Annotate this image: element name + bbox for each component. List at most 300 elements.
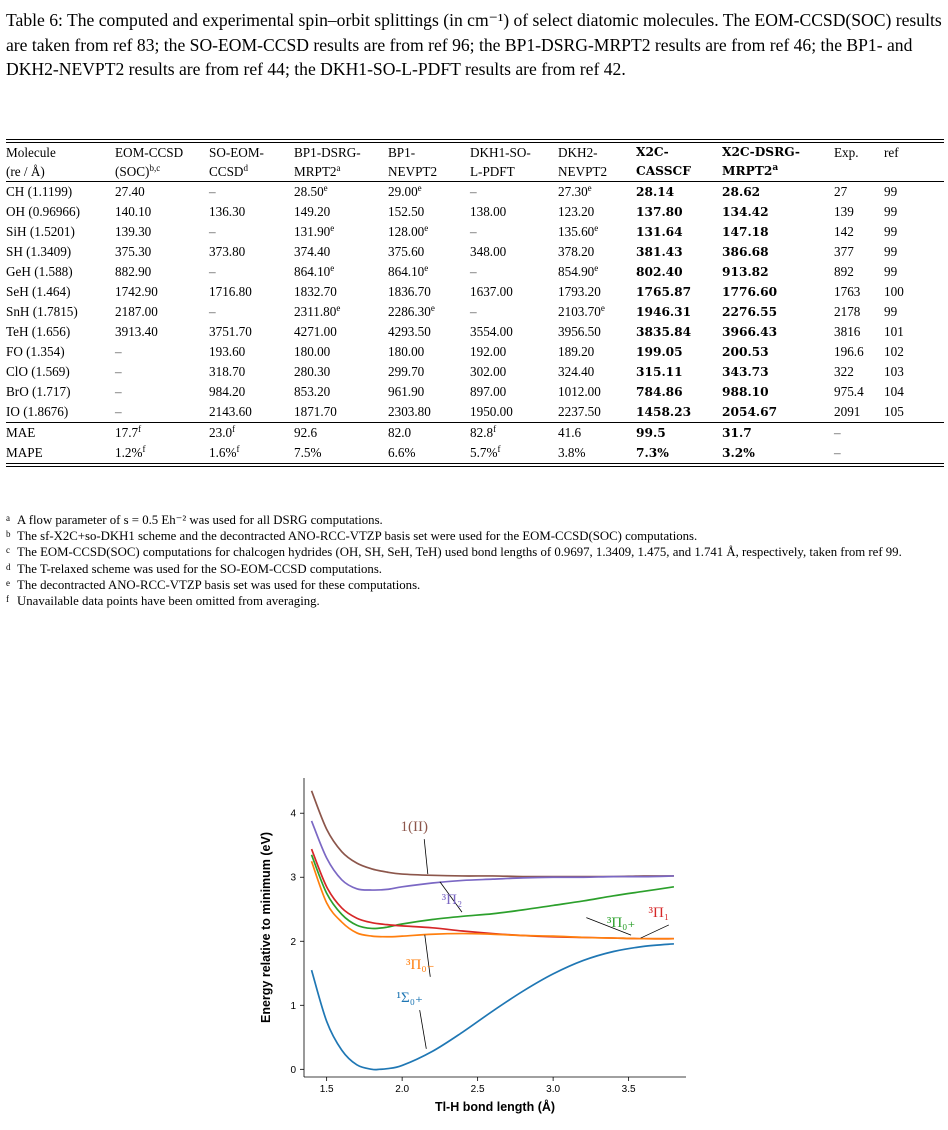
table-cell (294, 423, 388, 444)
table-cell (115, 242, 209, 262)
table-cell-text: 135.60 (558, 224, 595, 239)
header-cell-text: BP1- (388, 145, 416, 160)
table-cell (884, 222, 944, 242)
table-cell (388, 242, 470, 262)
table-cell-text: 152.50 (388, 204, 425, 219)
table-cell-text: 123.20 (558, 204, 595, 219)
table-cell-text: 82.8 (470, 425, 494, 440)
table-cell-footnote-mark: e (600, 303, 605, 313)
table-cell-text: 1765.87 (636, 285, 692, 299)
series-line-5 (312, 944, 674, 1070)
table-cell-text: 23.0 (209, 425, 233, 440)
header-cell-text: X2C- (636, 145, 669, 159)
header-cell-text: Molecule (6, 145, 56, 160)
table-cell (722, 202, 834, 222)
table-cell-text: MAE (6, 425, 36, 440)
table-cell-text: – (209, 264, 216, 279)
table-cell-text: 2303.80 (388, 404, 431, 419)
table-cell-text: 131.64 (636, 225, 683, 239)
table-cell (834, 423, 884, 444)
table-cell-text: 381.43 (636, 245, 683, 259)
table-cell (834, 182, 884, 203)
table-cell-text: – (209, 184, 216, 199)
header-cell (294, 143, 388, 162)
table-cell-text: 1763 (834, 284, 861, 299)
table-cell-text: 913.82 (722, 265, 769, 279)
table-cell-text: 189.20 (558, 344, 595, 359)
table-cell (388, 443, 470, 463)
table-cell (834, 443, 884, 463)
table-cell (115, 302, 209, 322)
series-label: 1(II) (400, 819, 428, 836)
table-cell-text: 784.86 (636, 385, 683, 399)
table-cell-text: 802.40 (636, 265, 683, 279)
table-cell-text: 1742.90 (115, 284, 158, 299)
header-cell-text: ref (884, 145, 899, 160)
table-cell-text: 180.00 (388, 344, 425, 359)
table-cell (884, 282, 944, 302)
table-cell (294, 322, 388, 342)
table-cell-text: 961.90 (388, 384, 425, 399)
table-cell-text: 102 (884, 344, 904, 359)
table-cell (6, 242, 115, 262)
table-cell (884, 342, 944, 362)
table-cell (834, 202, 884, 222)
table-cell-text: 7.3% (636, 446, 669, 460)
y-tick-label: 4 (290, 808, 296, 820)
table-cell (636, 443, 722, 463)
header-cell-text: Exp. (834, 145, 859, 160)
table-cell (884, 402, 944, 423)
table-cell-text: 3956.50 (558, 324, 601, 339)
table-cell (722, 423, 834, 444)
table-cell (115, 382, 209, 402)
header-cell (636, 162, 722, 182)
header-cell-footnote-mark: a (336, 163, 341, 173)
table-cell-text: 28.14 (636, 185, 675, 199)
table-cell-text: 1.2% (115, 445, 143, 460)
table-cell-text: 1946.31 (636, 305, 692, 319)
table-cell-text: 196.6 (834, 344, 864, 359)
table-cell-text: – (834, 425, 841, 440)
table-row (6, 342, 944, 362)
table-cell (470, 202, 558, 222)
header-cell (6, 162, 115, 182)
header-cell-text: NEVPT2 (558, 164, 608, 179)
table-cell-footnote-mark: e (424, 223, 429, 233)
table-cell (722, 262, 834, 282)
table-cell (6, 362, 115, 382)
table-cell (834, 402, 884, 423)
table-cell-text: 3966.43 (722, 325, 778, 339)
table-cell-text: 99 (884, 264, 898, 279)
table-cell-text: SeH (1.464) (6, 284, 71, 299)
table-cell-text: 386.68 (722, 245, 769, 259)
table-cell-text: 2143.60 (209, 404, 252, 419)
table-cell (209, 402, 294, 423)
table-cell-text: 139.30 (115, 224, 152, 239)
x-tick-label: 3.0 (546, 1084, 561, 1095)
table-cell (388, 202, 470, 222)
table-cell-text: 299.70 (388, 364, 425, 379)
header-cell (558, 143, 636, 162)
table-row (6, 302, 944, 322)
table-cell (636, 222, 722, 242)
table-cell (884, 262, 944, 282)
table-cell-text: 2286.30 (388, 304, 431, 319)
table-cell (6, 202, 115, 222)
table-cell-text: – (470, 224, 477, 239)
table-cell (636, 423, 722, 444)
table-cell (294, 342, 388, 362)
table-cell-text: 192.00 (470, 344, 507, 359)
table-cell (834, 362, 884, 382)
table-cell-text: 3913.40 (115, 324, 158, 339)
table-cell-text: – (834, 445, 841, 460)
table-cell (388, 423, 470, 444)
table-cell-text: 2276.55 (722, 305, 778, 319)
table-cell-text: 2054.67 (722, 405, 778, 419)
table-cell (209, 322, 294, 342)
table-cell (636, 362, 722, 382)
table-cell-text: 324.40 (558, 364, 595, 379)
table-cell (636, 302, 722, 322)
table-cell (884, 423, 944, 444)
table-cell (388, 402, 470, 423)
table-cell-text: 343.73 (722, 365, 769, 379)
table-cell (834, 242, 884, 262)
table-cell (884, 182, 944, 203)
table-cell-text: FO (1.354) (6, 344, 65, 359)
table-cell (834, 322, 884, 342)
table-cell (722, 443, 834, 463)
table-cell-text: 92.6 (294, 425, 318, 440)
table-header-row (6, 143, 944, 162)
table-cell (388, 302, 470, 322)
table-cell-text: 3816 (834, 324, 861, 339)
table-cell (6, 222, 115, 242)
results-table (6, 143, 944, 463)
table-cell (209, 302, 294, 322)
table-cell-text: 128.00 (388, 224, 425, 239)
table-cell-text: 2091 (834, 404, 861, 419)
table-cell-text: 1458.23 (636, 405, 692, 419)
table-cell (636, 402, 722, 423)
table-cell-text: 27.40 (115, 184, 145, 199)
footnote-text: Unavailable data points have been omitted from averaging. (17, 594, 320, 609)
table-row (6, 423, 944, 444)
table-cell (884, 382, 944, 402)
table-row (6, 222, 944, 242)
table-cell (388, 262, 470, 282)
table-cell-footnote-mark: f (497, 444, 501, 454)
table-cell (209, 423, 294, 444)
table-cell-text: 1950.00 (470, 404, 513, 419)
header-cell-text: X2C-DSRG- (722, 145, 800, 159)
table-row (6, 382, 944, 402)
table-cell (209, 342, 294, 362)
header-cell (294, 162, 388, 182)
table-cell-text: TeH (1.656) (6, 324, 71, 339)
header-cell (558, 162, 636, 182)
header-cell-text: MRPT2 (722, 164, 773, 178)
header-cell (209, 143, 294, 162)
table-cell (722, 382, 834, 402)
table-cell-text: 892 (834, 264, 854, 279)
table-cell (388, 222, 470, 242)
table-cell-text: – (470, 304, 477, 319)
y-tick-label: 2 (290, 936, 296, 948)
table-cell-text: 375.60 (388, 244, 425, 259)
label-leader-line (424, 839, 428, 874)
table-cell-text: 180.00 (294, 344, 331, 359)
table-cell-text: 1012.00 (558, 384, 601, 399)
table-cell-footnote-mark: e (330, 263, 335, 273)
table-footnotes (6, 512, 944, 609)
table-cell (834, 382, 884, 402)
table-cell (470, 423, 558, 444)
table-cell (884, 322, 944, 342)
table-cell-text: – (209, 224, 216, 239)
header-cell-text: SO-EOM- (209, 145, 264, 160)
table-caption: Table 6: The computed and experimental spin–orbit splittings (in cm⁻¹) of select diatomic molecules. The EOM-CCSD(SOC) results are taken from ref 83; the SO-EOM-CCSD results are from ref 96; the BP1-DSRG-MRPT2 results are from ref 46; the BP1- and DKH2-NEVPT2 results are from ref 44; the DKH1-SO-L-PDFT results are from ref 42. (6, 10, 942, 80)
table-cell (636, 262, 722, 282)
table-cell-text: 1871.70 (294, 404, 337, 419)
table-cell-text: 1716.80 (209, 284, 252, 299)
table-cell (558, 443, 636, 463)
table-cell (722, 342, 834, 362)
table-cell (388, 182, 470, 203)
footnote-mark: b (6, 529, 11, 540)
table-cell (884, 362, 944, 382)
table-cell-text: 988.10 (722, 385, 769, 399)
table-cell-footnote-mark: e (430, 303, 435, 313)
table-cell (884, 302, 944, 322)
table-cell-text: – (470, 264, 477, 279)
table-cell (636, 382, 722, 402)
header-cell-text: L-PDFT (470, 164, 515, 179)
table-cell (470, 222, 558, 242)
table-cell (388, 362, 470, 382)
footnote-text: A flow parameter of s = 0.5 Eh⁻² was used for all DSRG computations. (17, 513, 383, 527)
table-cell-text: 140.10 (115, 204, 152, 219)
table-cell-text: 136.30 (209, 204, 246, 219)
footnote-mark: c (6, 545, 10, 556)
table-cell-text: – (115, 384, 122, 399)
table-body (6, 143, 944, 463)
table-cell-text: 99 (884, 184, 898, 199)
table-cell (558, 182, 636, 203)
table-cell (115, 202, 209, 222)
table-cell (294, 402, 388, 423)
table-cell (558, 322, 636, 342)
table-cell (209, 262, 294, 282)
series-line-0 (312, 791, 674, 877)
table-cell (209, 182, 294, 203)
table-cell (470, 242, 558, 262)
table-row (6, 242, 944, 262)
header-cell (722, 162, 834, 182)
table-cell-text: 131.90 (294, 224, 331, 239)
potential-energy-figure (240, 735, 710, 1130)
table-cell (722, 182, 834, 203)
table-cell-text: 3554.00 (470, 324, 513, 339)
table-cell (115, 362, 209, 382)
table-cell-text: 864.10 (388, 264, 425, 279)
series-label: ³Π₀₋ (406, 956, 435, 973)
table-cell-text: 137.80 (636, 205, 683, 219)
table-cell (470, 262, 558, 282)
table-cell (558, 362, 636, 382)
header-cell (388, 162, 470, 182)
table-cell-text: 99 (884, 244, 898, 259)
table-cell-text: 378.20 (558, 244, 595, 259)
table-cell (722, 322, 834, 342)
table-cell-text: 99.5 (636, 426, 666, 440)
table-cell-text: 29.00 (388, 184, 418, 199)
table-cell (470, 282, 558, 302)
table-cell-text: 147.18 (722, 225, 769, 239)
table-cell (115, 322, 209, 342)
table-cell-text: 1776.60 (722, 285, 778, 299)
table-cell (722, 242, 834, 262)
table-cell (470, 382, 558, 402)
table-cell-text: 897.00 (470, 384, 507, 399)
table-cell-text: 373.80 (209, 244, 246, 259)
table-cell (388, 382, 470, 402)
table-cell-text: 975.4 (834, 384, 864, 399)
table-cell (722, 362, 834, 382)
header-cell-text: (re / Å) (6, 164, 45, 179)
table-cell-text: 377 (834, 244, 854, 259)
table-cell (636, 202, 722, 222)
header-cell-text: DKH2- (558, 145, 598, 160)
table-row (6, 402, 944, 423)
table-cell (209, 282, 294, 302)
table-cell (6, 322, 115, 342)
table-cell-footnote-mark: e (336, 303, 341, 313)
table-cell-text: 27.30 (558, 184, 588, 199)
table-cell (115, 222, 209, 242)
table-cell (209, 362, 294, 382)
table-cell-text: 302.00 (470, 364, 507, 379)
table-cell-text: 348.00 (470, 244, 507, 259)
table-cell-text: 28.50 (294, 184, 324, 199)
table-cell (388, 282, 470, 302)
table-cell (558, 382, 636, 402)
table-cell-text: 200.53 (722, 345, 769, 359)
table-cell (470, 402, 558, 423)
footnote (6, 544, 944, 560)
header-cell (834, 162, 884, 182)
table-cell-text: 375.30 (115, 244, 152, 259)
table-row (6, 443, 944, 463)
table-cell-text: 100 (884, 284, 904, 299)
header-cell-text: MRPT2 (294, 164, 337, 179)
table-cell-text: 41.6 (558, 425, 582, 440)
table-cell (722, 282, 834, 302)
table-cell-footnote-mark: e (323, 183, 328, 193)
table-cell (884, 202, 944, 222)
table-cell (115, 342, 209, 362)
table-row (6, 362, 944, 382)
table-cell (834, 222, 884, 242)
table-cell-text: 138.00 (470, 204, 507, 219)
table-cell-text: 6.6% (388, 445, 416, 460)
table-cell (558, 282, 636, 302)
footnote-mark: e (6, 577, 10, 588)
table-cell-text: – (115, 364, 122, 379)
table-cell-text: 7.5% (294, 445, 322, 460)
table-cell (6, 423, 115, 444)
footnote (6, 561, 944, 577)
table-cell (115, 443, 209, 463)
table-cell (558, 402, 636, 423)
table-cell-text: SiH (1.5201) (6, 224, 75, 239)
table-cell (834, 282, 884, 302)
footnote-mark: d (6, 561, 11, 572)
header-cell-footnote-mark: b,c (149, 163, 161, 173)
table-cell-text: 2237.50 (558, 404, 601, 419)
header-cell (722, 143, 834, 162)
table-cell (636, 322, 722, 342)
table-cell-text: 853.20 (294, 384, 331, 399)
table-cell-text: SnH (1.7815) (6, 304, 78, 319)
header-cell-text: DKH1-SO- (470, 145, 531, 160)
footnote (6, 593, 944, 609)
table-cell (209, 242, 294, 262)
table-cell-text: 3835.84 (636, 325, 692, 339)
table-cell (558, 262, 636, 282)
table-cell (558, 242, 636, 262)
table-cell-text: 99 (884, 224, 898, 239)
table-cell-text: 99 (884, 304, 898, 319)
table-cell (722, 402, 834, 423)
table-cell-footnote-mark: e (424, 263, 429, 273)
header-cell-footnote-mark: d (243, 163, 248, 173)
table-cell (294, 302, 388, 322)
table-cell-text: 3751.70 (209, 324, 252, 339)
table-row (6, 182, 944, 203)
label-leader-line (420, 1010, 427, 1049)
table-cell-text: – (115, 404, 122, 419)
table-cell-text: 1.6% (209, 445, 237, 460)
table-cell (470, 342, 558, 362)
table-cell-text: CH (1.1199) (6, 184, 73, 199)
table-cell-text: 3.2% (722, 446, 755, 460)
table-cell-text: 374.40 (294, 244, 331, 259)
table-cell-text: – (115, 344, 122, 359)
x-tick-label: 3.5 (621, 1084, 636, 1095)
table-cell (6, 302, 115, 322)
header-cell-text: EOM-CCSD (115, 145, 184, 160)
table-cell-text: OH (0.96966) (6, 204, 80, 219)
table-cell-text: 1793.20 (558, 284, 601, 299)
footnote-mark: a (6, 513, 10, 523)
footnote-mark: f (6, 594, 9, 605)
table-cell-text: 199.05 (636, 345, 683, 359)
table-cell-text: 854.90 (558, 264, 595, 279)
table-cell-text: 142 (834, 224, 854, 239)
table-cell (470, 302, 558, 322)
table-cell-text: 193.60 (209, 344, 246, 359)
footnote-text: The sf-X2C+so-DKH1 scheme and the decontracted ANO-RCC-VTZP basis set were used for the EOM-CCSD(SOC) computations. (17, 529, 698, 544)
series-line-1 (312, 821, 674, 890)
table-cell-text: 984.20 (209, 384, 246, 399)
x-axis-label: Tl-H bond length (Å) (434, 1100, 556, 1114)
x-tick-label: 2.0 (395, 1084, 410, 1095)
table-cell-text: IO (1.8676) (6, 404, 69, 419)
